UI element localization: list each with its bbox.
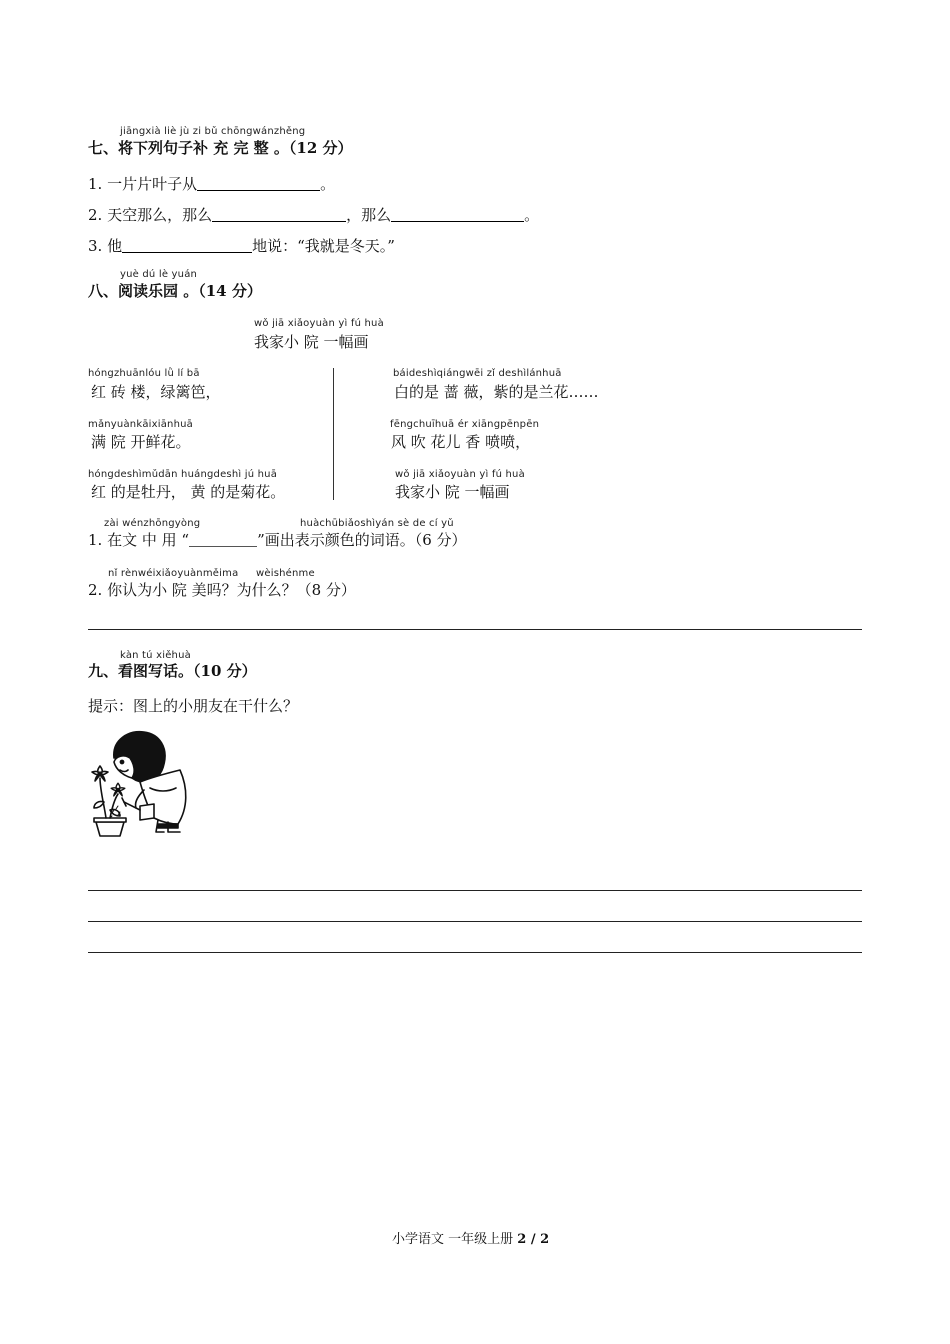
poem-pinyin: hóngzhuānlóu lǜ lí bā [88,368,200,379]
poem-line: 我家小 院 一幅画 [395,483,510,501]
child-watering-flowers-illustration [84,728,202,842]
section8-title: 八、阅读乐园 。（14 分） [88,282,262,300]
answer-line[interactable] [88,952,862,953]
poem-pinyin: fēngchuīhuā ér xiāngpēnpēn [390,419,540,430]
fill-blank[interactable] [189,532,257,547]
poem-line: 风 吹 花儿 香 喷喷， [391,433,531,451]
q2-pinyin-a: nǐ rènwéixiǎoyuànměima [108,568,239,579]
section7-pinyin: jiāngxià liè jù zi bǔ chōngwánzhěng [120,126,306,137]
fill-blank[interactable] [391,207,524,222]
poem-title: 我家小 院 一幅画 [254,333,369,351]
poem-line: 红 砖 楼，绿篱笆， [91,383,221,401]
answer-line[interactable] [88,921,862,922]
poem-line: 满 院 开鲜花。 [91,433,191,451]
poem-title-pinyin: wǒ jiā xiǎoyuàn yì fú huà [254,318,384,329]
section9-pinyin: kàn tú xiěhuà [120,650,191,661]
fill-blank[interactable] [122,238,252,253]
poem-pinyin: mǎnyuànkāixiānhuā [88,419,193,430]
s7-item-1: 1. 一片片叶子从 。 [88,175,336,193]
s7-item-2: 2. 天空那么，那么 ，那么 。 [88,206,540,224]
section9-title: 九、看图写话。（10 分） [88,662,257,680]
answer-line[interactable] [88,629,862,630]
section7-title: 七、将下列句子补 充 完 整 。（12 分） [88,139,353,157]
poem-pinyin: báideshìqiángwēi zǐ deshìlánhuā [393,368,562,379]
s7-item-3: 3. 他 地说：“我就是冬天。” [88,237,395,255]
page-number: 2 / 2 [517,1232,550,1247]
fill-blank[interactable] [212,207,346,222]
s8-question-2: 2. 你认为小 院 美吗？为什么？（8 分） [88,581,356,599]
q1-pinyin-a: zài wénzhōngyòng [104,518,201,529]
poem-line: 白的是 蔷 薇，紫的是兰花…… [394,383,599,401]
section8-pinyin: yuè dú lè yuán [120,269,198,280]
s8-question-1: 1. 在文 中 用 “ ”画出表示颜色的词语。（6 分） [88,531,467,549]
page-footer: 小学语文 一年级上册 2 / 2 [392,1232,550,1247]
poem-divider [333,368,334,500]
poem-line: 红 的是牡丹， 黄 的是菊花。 [91,483,286,501]
poem-pinyin: hóngdeshìmǔdān huángdeshì jú huā [88,469,278,480]
poem-pinyin: wǒ jiā xiǎoyuàn yì fú huà [395,469,525,480]
q1-pinyin-b: huàchūbiǎoshìyán sè de cí yǔ [300,518,454,529]
q2-pinyin-b: wèishénme [256,568,315,579]
answer-line[interactable] [88,890,862,891]
fill-blank[interactable] [197,176,320,191]
section9-hint: 提示：图上的小朋友在干什么？ [88,697,299,715]
